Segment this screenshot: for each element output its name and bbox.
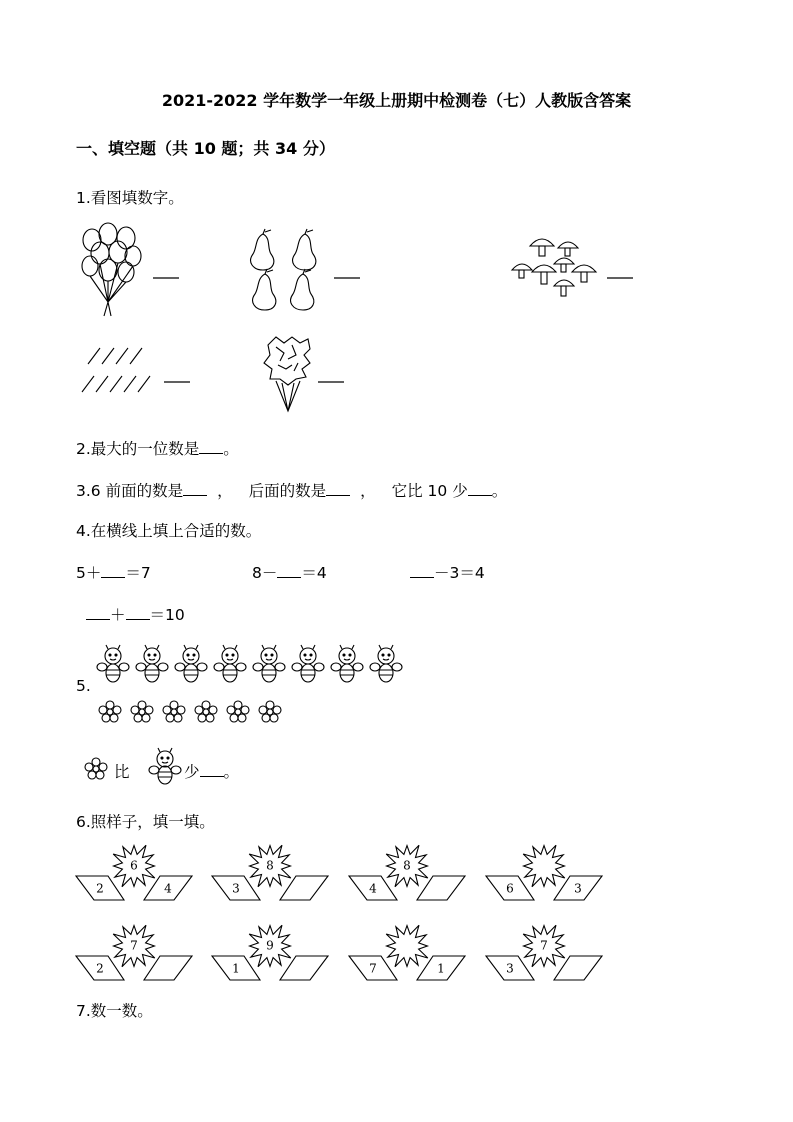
bee-icon — [370, 645, 402, 682]
flower-icon — [163, 701, 185, 722]
answer-blank[interactable] — [86, 606, 110, 620]
total-number: 9 — [266, 938, 274, 953]
eq2-right: ＝4 — [301, 564, 327, 582]
right-parallelogram — [554, 956, 602, 980]
right-parallelogram — [280, 876, 328, 900]
left-part-number: 6 — [506, 881, 514, 896]
total-number: 6 — [130, 858, 138, 873]
left-part-number: 3 — [506, 961, 514, 976]
left-part-number: 3 — [232, 881, 240, 896]
number-decomposition-diagrams — [0, 830, 793, 990]
answer-blank[interactable] — [607, 277, 633, 279]
section-heading: 一、填空题（共 10 题；共 34 分） — [76, 139, 335, 158]
question-7-text: 7.数一数。 — [76, 1002, 153, 1020]
q3-comma1: ， — [217, 482, 233, 500]
q3-end: 。 — [491, 482, 508, 500]
equation-3 — [410, 561, 485, 583]
bee-icon — [292, 645, 324, 682]
flower-icon — [227, 701, 249, 722]
equation-1 — [76, 561, 151, 583]
flower-icon — [259, 701, 281, 722]
question-1-text: 1.看图填数字。 — [76, 189, 184, 207]
eq1-right: ＝7 — [125, 564, 151, 582]
right-parallelogram — [144, 956, 192, 980]
decomposition-group — [76, 845, 192, 900]
bee-icon — [175, 645, 207, 682]
right-parallelogram — [280, 956, 328, 980]
question-3 — [76, 479, 507, 501]
burst-shape — [386, 925, 428, 967]
total-number: 8 — [266, 858, 274, 873]
flowers-row — [98, 700, 298, 728]
page-title: 2021-2022 学年数学一年级上册期中检测卷（七）人教版含答案 — [161, 91, 632, 110]
pencils-picture — [80, 344, 158, 396]
eq3-right: －3＝4 — [434, 564, 485, 582]
answer-blank[interactable] — [153, 277, 179, 279]
q5-compare-word: 比 — [114, 763, 130, 781]
bee-icon — [97, 645, 129, 682]
answer-blank[interactable] — [468, 482, 492, 496]
bee-icon — [331, 645, 363, 682]
eq4-right: ＝10 — [149, 606, 185, 624]
total-number: 7 — [130, 938, 138, 953]
left-part-number: 7 — [369, 961, 377, 976]
mushrooms-picture — [510, 232, 602, 302]
flower-icon — [84, 757, 108, 781]
eq1-left: 5＋ — [76, 564, 102, 582]
right-parallelogram — [417, 876, 465, 900]
flower-icon — [131, 701, 153, 722]
answer-blank[interactable] — [410, 564, 434, 578]
eq4-plus: ＋ — [110, 606, 126, 624]
q2-text: 2.最大的一位数是 — [76, 440, 200, 458]
equation-2 — [252, 561, 327, 583]
answer-blank[interactable] — [326, 482, 350, 496]
flower-icon — [99, 701, 121, 722]
q3-part1: 3.6 前面的数是 — [76, 482, 184, 500]
decomposition-group — [486, 925, 602, 980]
burst-shape — [523, 845, 565, 887]
decomposition-group — [486, 845, 602, 900]
answer-blank[interactable] — [164, 381, 190, 383]
answer-blank[interactable] — [183, 482, 207, 496]
q2-end: 。 — [223, 440, 239, 458]
eq2-left: 8－ — [252, 564, 278, 582]
answer-blank[interactable] — [101, 564, 125, 578]
decomposition-group — [349, 845, 465, 900]
right-part-number: 3 — [574, 881, 582, 896]
bee-icon — [214, 645, 246, 682]
question-2 — [76, 437, 239, 459]
total-number: 7 — [540, 938, 548, 953]
balloons-picture — [78, 220, 148, 320]
right-part-number: 1 — [437, 961, 445, 976]
left-part-number: 2 — [96, 961, 104, 976]
answer-blank[interactable] — [277, 564, 301, 578]
pears-picture — [245, 228, 325, 310]
decomposition-group — [212, 925, 328, 980]
answer-blank[interactable] — [126, 606, 150, 620]
decomposition-group — [76, 925, 192, 980]
flower-icon — [195, 701, 217, 722]
q5-less-word: 少 — [184, 763, 200, 781]
question-6-text: 6.照样子，填一填。 — [76, 813, 215, 831]
left-part-number: 4 — [369, 881, 377, 896]
bee-icon — [253, 645, 285, 682]
right-part-number: 4 — [164, 881, 172, 896]
answer-blank[interactable] — [318, 381, 344, 383]
q3-part3: 后面的数是 — [248, 482, 327, 500]
q5-answer — [184, 760, 239, 782]
bees-row — [96, 644, 416, 686]
equation-4 — [86, 603, 185, 625]
left-part-number: 2 — [96, 881, 104, 896]
answer-blank[interactable] — [199, 440, 223, 454]
q5-end: 。 — [223, 763, 240, 781]
question-5-label: 5. — [76, 677, 91, 695]
left-part-number: 1 — [232, 961, 240, 976]
q3-part5: 它比 10 少 — [391, 482, 468, 500]
flower-bouquet-picture — [258, 335, 318, 413]
question-4-text: 4.在横线上填上合适的数。 — [76, 522, 262, 540]
bee-icon — [136, 645, 168, 682]
total-number: 8 — [403, 858, 411, 873]
bee-icon — [148, 748, 182, 786]
decomposition-group — [349, 925, 465, 980]
answer-blank[interactable] — [334, 277, 360, 279]
decomposition-group — [212, 845, 328, 900]
q3-comma2: ， — [360, 482, 376, 500]
answer-blank[interactable] — [200, 763, 224, 777]
